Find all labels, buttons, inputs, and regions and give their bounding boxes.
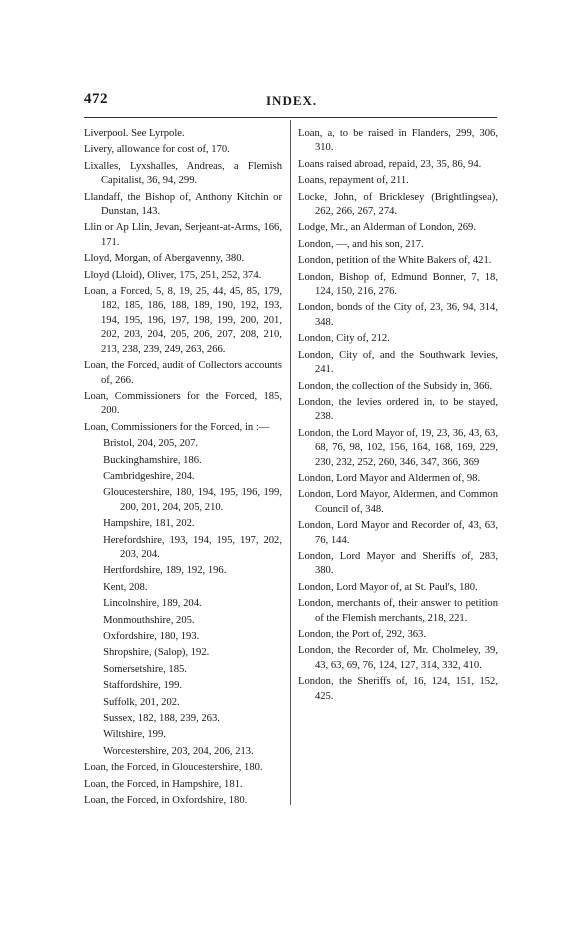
index-subentry: Oxfordshire, 180, 193. <box>103 631 200 642</box>
index-entry: London, —, and his son, 217. <box>298 238 424 250</box>
index-entry: London, the Port of, 292, 363. <box>298 629 426 640</box>
index-entry: London, Bishop of, Edmund Bonner, 7, 18, 124, 150, 216, 276. <box>298 271 498 298</box>
index-subentry: Herefordshire, 193, 194, 195, 197, 202, 203, 204. <box>103 534 282 560</box>
index-entry: Loans, repayment of, 211. <box>298 175 409 187</box>
index-subentry: Lincolnshire, 189, 204. <box>103 598 202 610</box>
index-entry: London, the collection of the Subsidy in, 366. <box>298 380 493 392</box>
index-subentry: Hampshire, 181, 202. <box>103 518 195 530</box>
index-entry: Livery, allowance for cost of, 170. <box>84 144 230 156</box>
index-subentry: Somersetshire, 185. <box>103 663 187 675</box>
header-rule <box>84 117 497 118</box>
index-entry: Llandaff, the Bishop of, Anthony Kitchin or Dunstan, 143. <box>84 191 282 218</box>
index-subentry: Worcestershire, 203, 204, 206, 213. <box>103 745 254 757</box>
index-entry: London, City of, and the Southwark levies, 241. <box>298 349 498 376</box>
index-entry: Lloyd, Morgan, of Abergavenny, 380. <box>84 253 245 265</box>
index-entry: London, the Recorder of, Mr. Cholmeley, 39, 43, 63, 69, 76, 124, 127, 314, 332, 410. <box>298 645 498 671</box>
index-entry: London, Lord Mayor and Recorder of, 43, 63, 76, 144. <box>298 520 498 546</box>
index-entry: London, petition of the White Bakers of, 421. <box>298 255 492 267</box>
index-subentry: Gloucestershire, 180, 194, 195, 196, 199, 200, 201, 204, 205, 210. <box>103 487 282 513</box>
index-subentry: Cambridgeshire, 204. <box>103 470 195 482</box>
index-entry: London, the Sheriffs of, 16, 124, 151, 152, 425. <box>298 676 498 702</box>
index-entry: Locke, John, of Bricklesey (Brightlingsea), 262, 266, 267, 274. <box>298 191 498 218</box>
index-subentry: Kent, 208. <box>103 581 148 593</box>
index-entry: Lloyd (Lloid), Oliver, 175, 251, 252, 374. <box>84 269 262 281</box>
index-entry: Llin or Ap Llin, Jevan, Serjeant-at-Arms, 166, 171. <box>84 222 282 248</box>
index-entry: London, Lord Mayor of, at St. Paul's, 180. <box>298 581 478 593</box>
index-entry: Loan, the Forced, audit of Collectors accounts of, 266. <box>84 360 282 386</box>
index-subentry: Staffordshire, 199. <box>103 680 183 692</box>
index-column-left <box>84 127 282 810</box>
index-entry: London, Lord Mayor, Aldermen, and Common Council of, 348. <box>298 489 498 515</box>
index-subentry: Suffolk, 201, 202. <box>103 696 180 708</box>
index-subentry: Shropshire, (Salop), 192. <box>103 647 210 659</box>
index-entry: Loan, a, to be raised in Flanders, 299, 306, 310. <box>298 128 498 154</box>
index-entry: Loans raised abroad, repaid, 23, 35, 86, 94. <box>298 158 482 170</box>
index-entry: Lodge, Mr., an Alderman of London, 269. <box>298 222 477 234</box>
page-number: 472 <box>84 91 108 107</box>
index-entry: Loan, the Forced, in Oxfordshire, 180. <box>84 795 248 807</box>
index-subentry: Wiltshire, 199. <box>103 729 166 741</box>
index-entry: Loan, Commissioners for the Forced, 185, 200. <box>84 390 282 417</box>
index-entry: London, bonds of the City of, 23, 36, 94, 314, 348. <box>298 302 498 328</box>
index-entry: Loan, a Forced, 5, 8, 19, 25, 44, 45, 85, 179, 182, 185, 186, 188, 189, 190, 192, 193, 194, 195, 196, 197, 198, 199, 200, 201, 202, 203, 204, 205, 206, 207, 208, 210, 213, 238, 239, 249, 263, 266. <box>84 286 282 355</box>
index-entry: Lixalles, Lyxshalles, Andreas, a Flemish Capitalist, 36, 94, 299. <box>84 160 282 187</box>
index-column-right <box>298 127 498 706</box>
index-entry: London, merchants of, their answer to petition of the Flemish merchants, 218, 221. <box>298 598 498 624</box>
index-entry: London, the levies ordered in, to be stayed, 238. <box>298 396 498 423</box>
index-subentry: Sussex, 182, 188, 239, 263. <box>103 713 220 725</box>
index-subentry: Bristol, 204, 205, 207. <box>103 438 199 450</box>
index-entry: London, Lord Mayor and Aldermen of, 98. <box>298 472 481 484</box>
index-entry: London, the Lord Mayor of, 19, 23, 36, 43, 63, 68, 76, 98, 102, 156, 164, 168, 169, 229, 230, 232, 252, 260, 346, 347, 366, 369 <box>298 427 498 468</box>
index-entry: London, Lord Mayor and Sheriffs of, 283, 380. <box>298 550 498 577</box>
index-entry: Loan, the Forced, in Gloucestershire, 180. <box>84 762 263 774</box>
index-subentry: Hertfordshire, 189, 192, 196. <box>103 565 227 577</box>
index-entry: Loan, the Forced, in Hampshire, 181. <box>84 778 243 790</box>
index-entry: Loan, Commissioners for the Forced, in :— <box>84 421 270 433</box>
index-entry: Liverpool. See Lyrpole. <box>84 128 185 139</box>
index-subentry: Buckinghamshire, 186. <box>103 454 202 466</box>
running-title: INDEX. <box>266 93 318 108</box>
index-entry: London, City of, 212. <box>298 333 390 345</box>
column-divider <box>290 120 291 805</box>
index-subentry: Monmouthshire, 205. <box>103 614 195 626</box>
